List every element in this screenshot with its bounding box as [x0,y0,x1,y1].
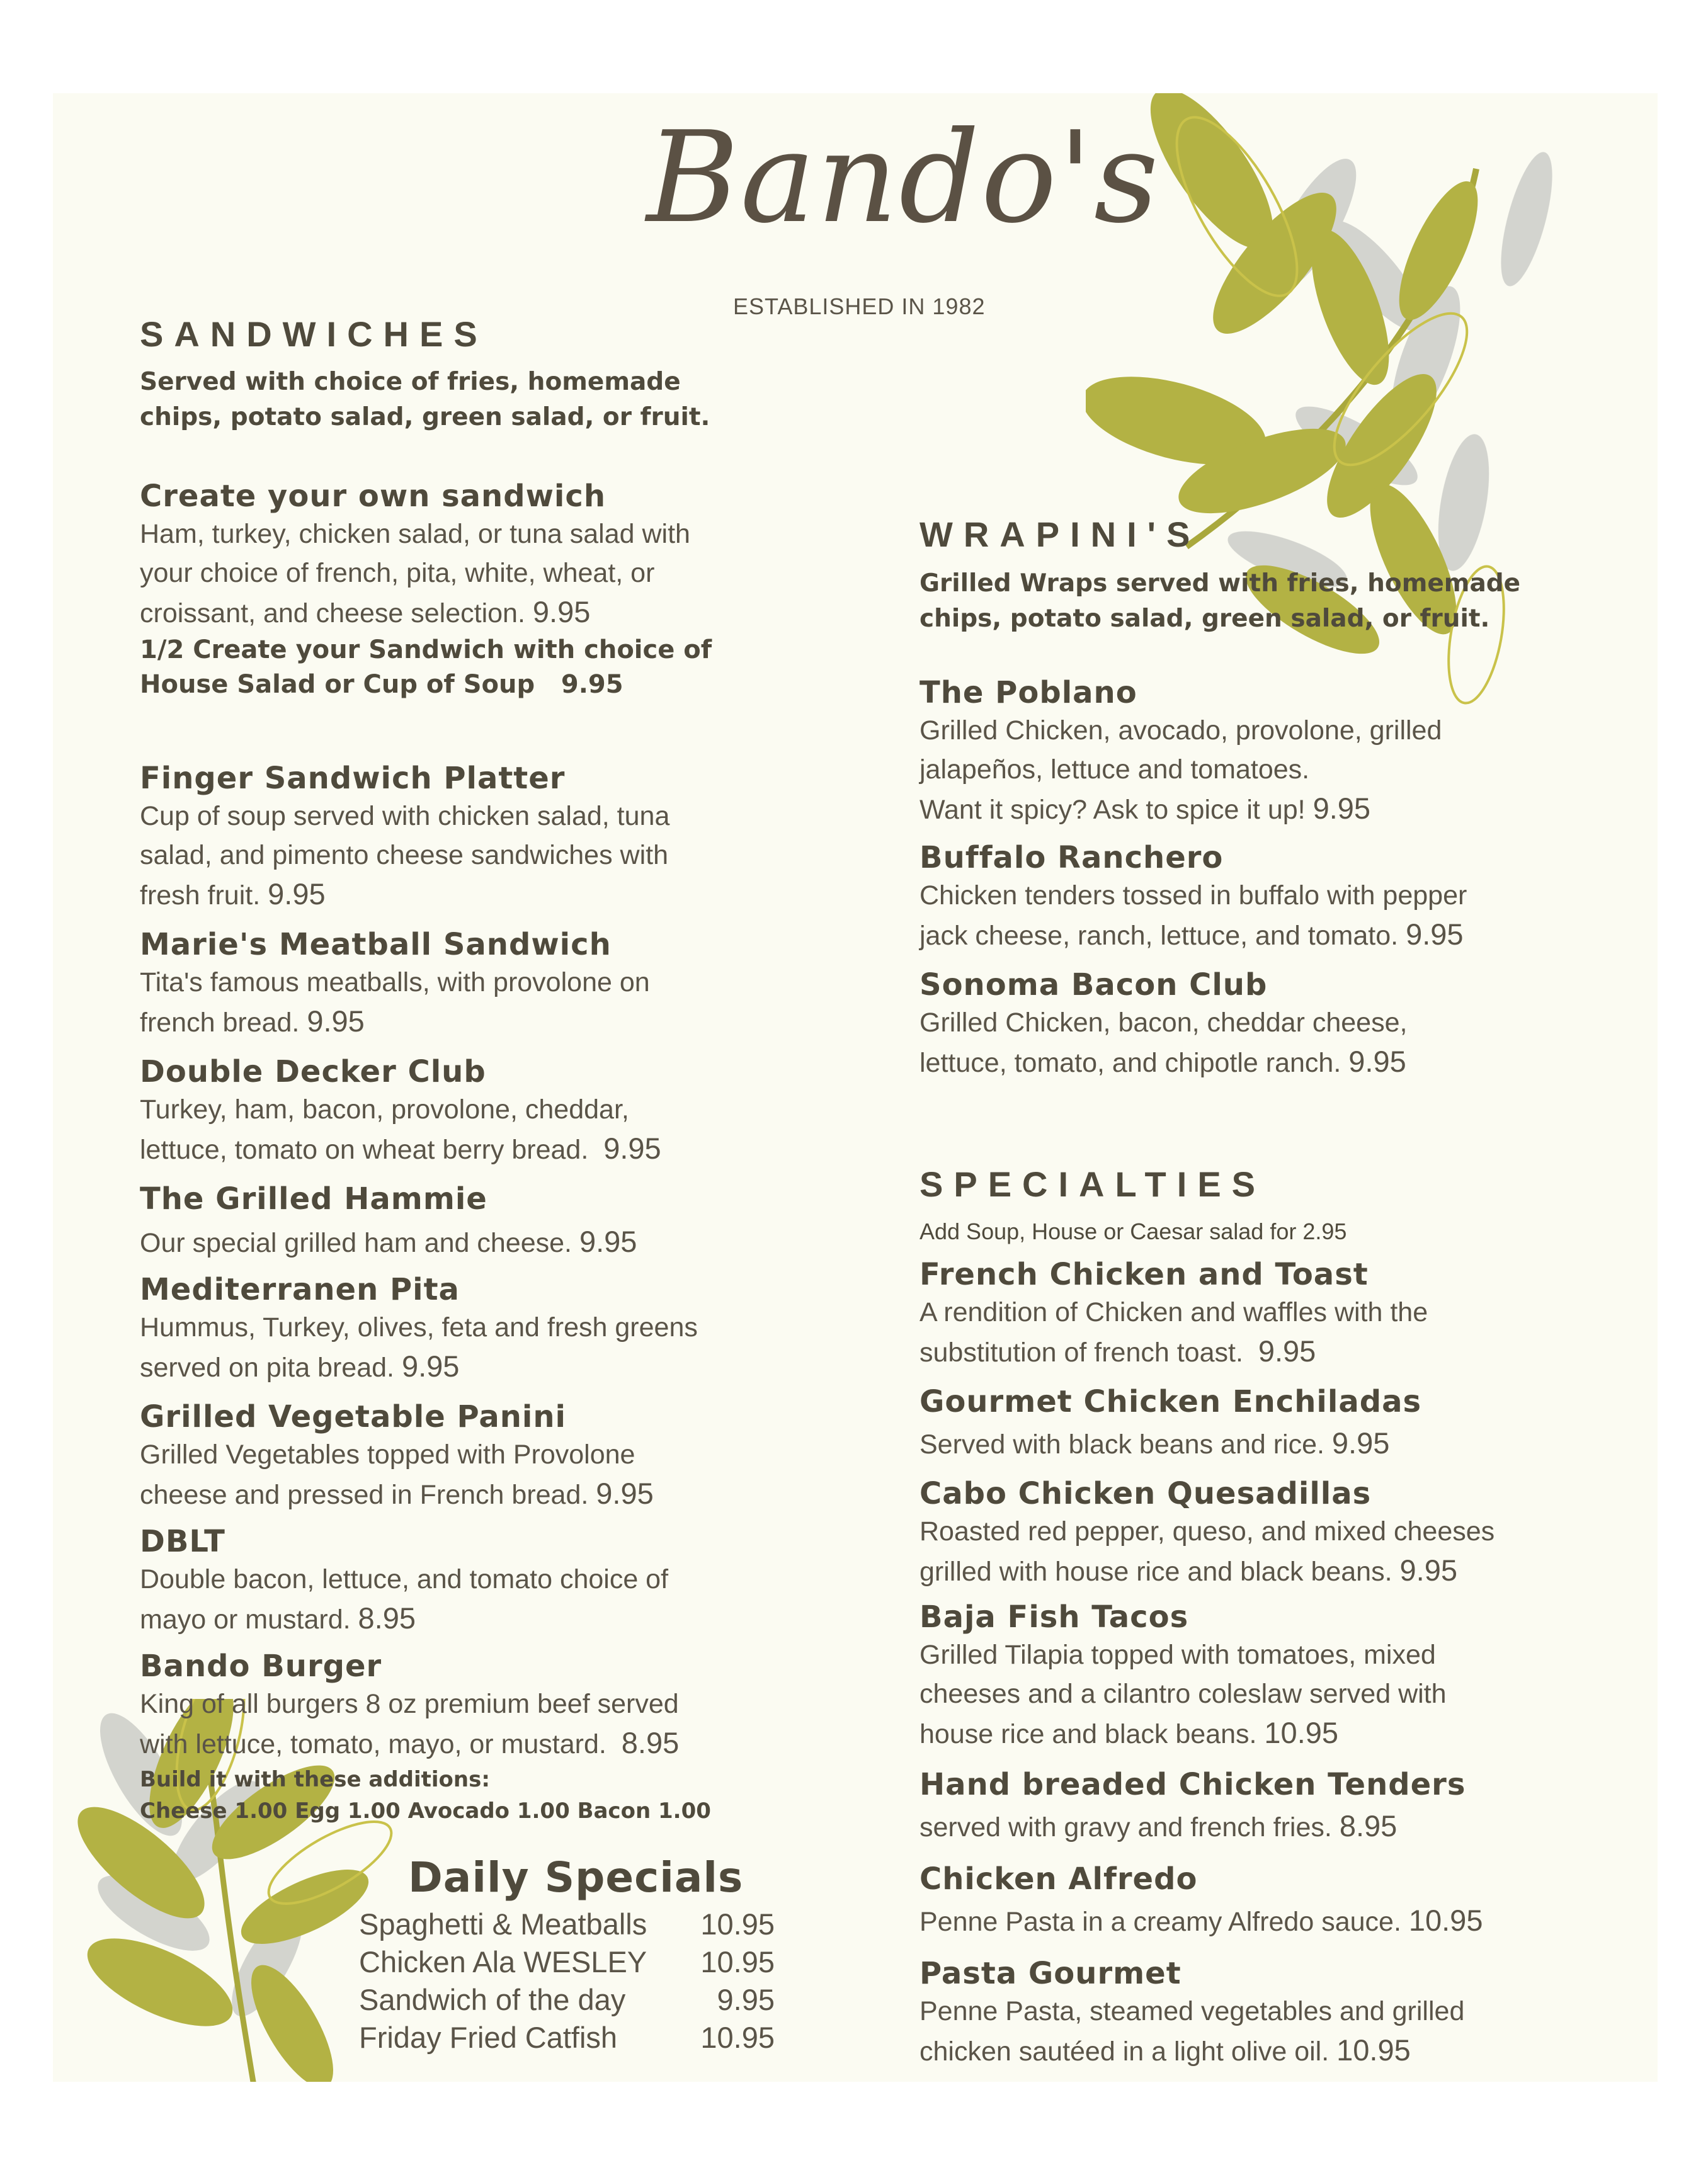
daily-specials-list [359,1905,838,2057]
item-price: 10.95 [700,1945,775,1979]
established-line: ESTABLISHED IN 1982 [733,293,986,319]
item-price: 9.95 [596,1477,654,1510]
menu-item-chicken-enchiladas: Gourmet Chicken Enchiladas Served with black beans and rice. 9.95 [919,1384,1422,1460]
item-price: 9.95 [1258,1334,1316,1368]
menu-item-chicken-tenders: Hand breaded Chicken Tenders served with gravy and french fries. 8.95 [919,1767,1466,1843]
item-price: 10.95 [1408,1904,1483,1937]
item-price: 10.95 [1336,2033,1411,2067]
daily-specials-section [359,1853,838,2057]
list-item: Friday Fried Catfish 10.95 [359,2019,775,2057]
menu-item-buffalo-ranchero: Buffalo Ranchero Chicken tenders tossed in buffalo with pepper jack cheese, ranch, lettuce, and tomato. 9.95 [919,840,1467,951]
sandwiches-note: Served with choice of fries, homemade chips, potato salad, green salad, or fruit. [140,368,710,431]
item-price: 9.95 [1312,792,1371,825]
specialties-title: SPECIALTIES [919,1164,1267,1204]
item-price: 9.95 [268,877,326,911]
list-item: Spaghetti & Meatballs 10.95 [359,1905,775,1943]
menu-item-baja-fish-tacos: Baja Fish Tacos Grilled Tilapia topped with tomatoes, mixed cheeses and a cilantro coleslaw served with house rice and black beans. 10.95 [919,1599,1447,1749]
sandwiches-title: SANDWICHES [140,314,488,354]
sandwiches-section [140,314,933,1827]
menu-item-mediterranean-pita: Mediterranen Pita Hummus, Turkey, olives, feta and fresh greens served on pita bread. 9.95 [140,1272,698,1383]
specialties-note: Add Soup, House or Caesar salad for 2.95 [919,1218,1347,1244]
menu-item-cabo-quesadillas: Cabo Chicken Quesadillas Roasted red pepper, queso, and mixed cheeses grilled with house rice and black beans. 9.95 [919,1476,1495,1587]
item-price: 9.95 [561,670,623,699]
item-price: 9.95 [1406,917,1464,951]
wrapinis-section [919,514,1637,1082]
menu-item-pasta-gourmet: Pasta Gourmet Penne Pasta, steamed vegetables and grilled chicken sautéed in a light olive oil. 10.95 [919,1956,1465,2067]
item-price: 9.95 [579,1225,637,1258]
restaurant-logo: Bando's [646,105,1160,251]
item-price: 10.95 [700,2021,775,2054]
item-price: 9.95 [1399,1553,1457,1587]
item-price: 8.95 [358,1601,416,1635]
item-price: 8.95 [621,1726,680,1759]
item-price: 9.95 [401,1349,460,1383]
half-sandwich-option: 1/2 Create your Sandwich with choice of House Salad or Cup of Soup 9.95 [140,635,712,699]
item-price: 9.95 [603,1132,661,1165]
burger-additions: Build it with these additions: Cheese 1.00 Egg 1.00 Avocado 1.00 Bacon 1.00 [140,1767,711,1824]
menu-item-chicken-alfredo: Chicken Alfredo Penne Pasta in a creamy Alfredo sauce. 10.95 [919,1861,1483,1937]
menu-page [53,93,1658,2082]
item-price: 10.95 [700,1907,775,1941]
list-item: Sandwich of the day 9.95 [359,1981,775,2019]
menu-item-vegetable-panini: Grilled Vegetable Panini Grilled Vegetables topped with Provolone cheese and pressed in French bread. 9.95 [140,1399,654,1510]
menu-item-meatball-sandwich: Marie's Meatball Sandwich Tita's famous meatballs, with provolone on french bread. 9.95 [140,927,650,1038]
menu-item-grilled-hammie: The Grilled Hammie Our special grilled ham and cheese. 9.95 [140,1181,637,1258]
menu-item-bando-burger: Bando Burger King of all burgers 8 oz premium beef served with lettuce, tomato, mayo, or mustard. 8.95 Build it with these additions: Cheese 1.00 Egg 1.00 Avocado 1.00 Bacon 1.00 [140,1648,933,1827]
item-price: 8.95 [1339,1809,1398,1843]
item-price: 10.95 [1264,1716,1339,1749]
list-item: Chicken Ala WESLEY 10.95 [359,1943,775,1981]
menu-item-double-decker-club: Double Decker Club Turkey, ham, bacon, provolone, cheddar, lettuce, tomato on wheat berry bread. 9.95 [140,1054,661,1165]
menu-item-sonoma-bacon-club: Sonoma Bacon Club Grilled Chicken, bacon, cheddar cheese, lettuce, tomato, and chipotle ranch. 9.95 [919,967,1408,1078]
daily-specials-title: Daily Specials [408,1853,744,1902]
menu-item-poblano: The Poblano Grilled Chicken, avocado, provolone, grilled jalapeños, lettuce and tomatoes. Want it spicy? Ask to spice it up! 9.95 [919,675,1442,825]
item-price: 9.95 [717,1983,775,2016]
menu-item-create-sandwich: Create your own sandwich Ham, turkey, chicken salad, or tuna salad with your choice of french, pita, white, wheat, or croissant, and cheese selection. 9.95 1/2 Create your Sandwich with choice of House Salad or Cup of Soup 9.95 [140,478,933,702]
specialties-section [919,1164,1637,2071]
item-price: 9.95 [307,1004,365,1038]
item-price: 9.95 [1348,1045,1406,1078]
wrapinis-title: WRAPINI'S [919,514,1201,554]
menu-item-french-chicken-toast: French Chicken and Toast A rendition of Chicken and waffles with the substitution of french toast. 9.95 [919,1257,1428,1368]
wrapinis-note: Grilled Wraps served with fries, homemade chips, potato salad, green salad, or fruit. [919,569,1521,633]
menu-item-finger-sandwich: Finger Sandwich Platter Cup of soup served with chicken salad, tuna salad, and pimento cheese sandwiches with fresh fruit. 9.95 [140,761,670,911]
item-price: 9.95 [532,595,591,628]
menu-item-dblt: DBLT Double bacon, lettuce, and tomato choice of mayo or mustard. 8.95 [140,1524,669,1635]
item-price: 9.95 [1331,1426,1390,1460]
